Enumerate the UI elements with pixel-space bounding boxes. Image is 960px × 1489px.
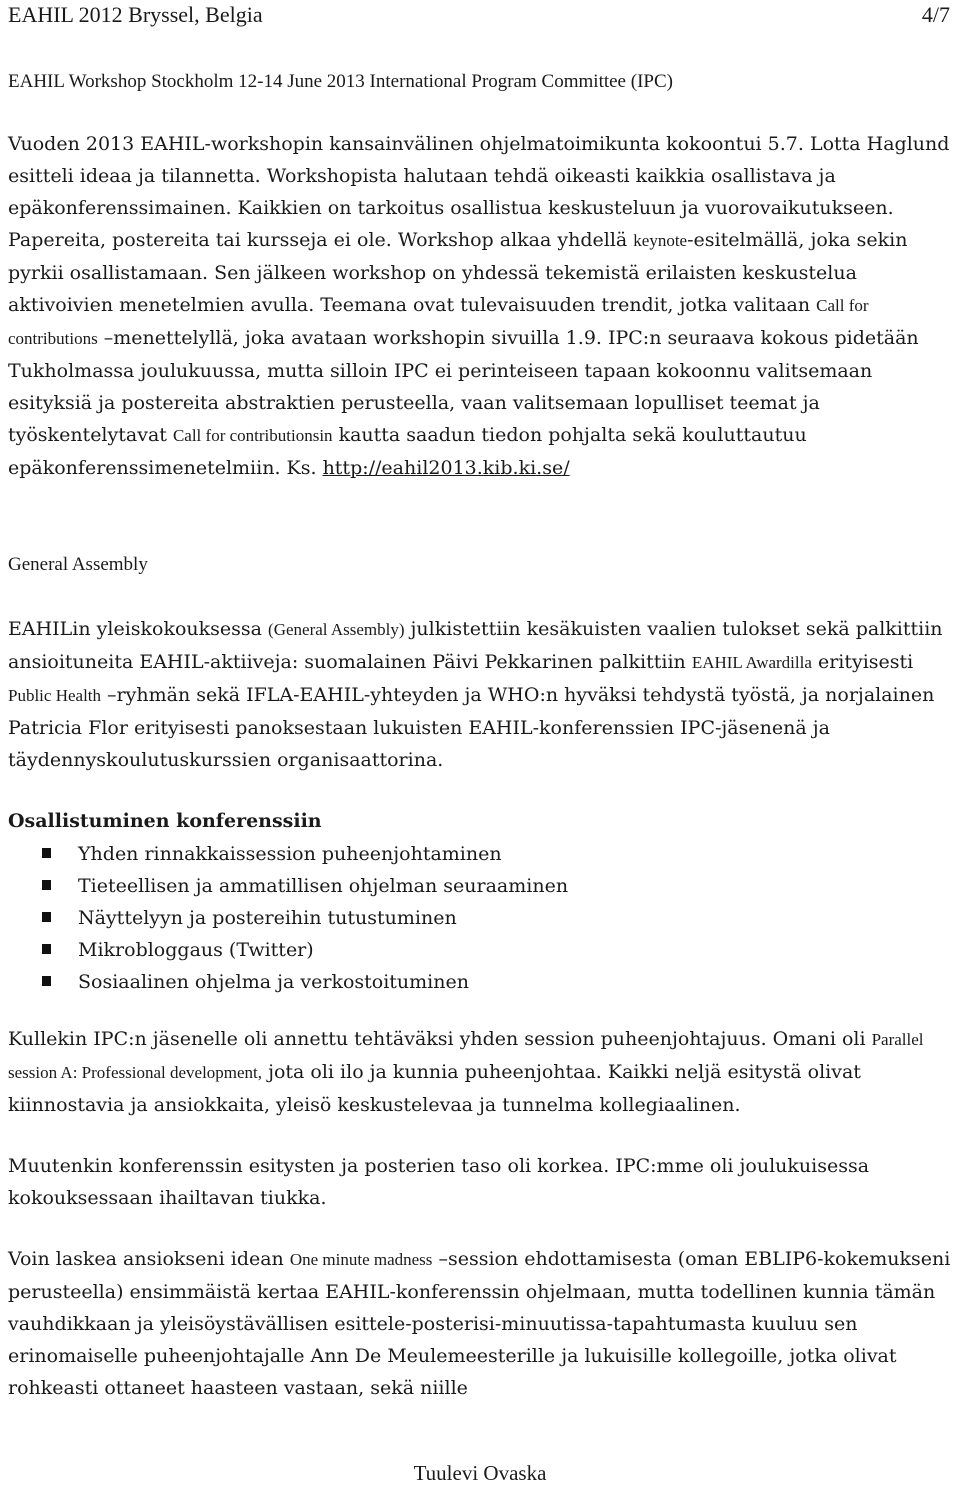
page-header [8, 0, 950, 30]
list-item [8, 966, 956, 998]
list-item-text: Yhden rinnakkaissession puheenjohtaminen [78, 843, 502, 865]
general-assembly-paragraph [8, 613, 956, 776]
participation-list [8, 838, 956, 998]
text: EAHILin yleiskokouksessa [8, 618, 269, 640]
text: –menettelyllä, joka avataan workshopin sivuilla 1.9. IPC:n seuraava kokous pidetään Tukholmassa joulukuussa, mutta silloin IPC ei perinteiseen tapaan kokoonnu valitsemaan esityksiä ja postereita abstraktien perusteella, vaan valitsemaan lopulliset teemat ja työskentelytavat [8, 327, 919, 446]
list-item-text: Näyttelyyn ja postereihin tutustuminen [78, 907, 457, 929]
bullet-square-icon [42, 848, 51, 858]
text: erityisesti [811, 651, 914, 673]
emphasis-call-for-contributions: Call for contributions [8, 296, 869, 348]
list-item [8, 838, 956, 870]
header-title: EAHIL 2012 Bryssel, Belgia [8, 2, 263, 27]
list-item-text: Tieteellisen ja ammatillisen ohjelman seuraaminen [78, 875, 569, 897]
session-paragraph [8, 1023, 956, 1121]
bullet-square-icon [42, 944, 51, 954]
section-title-ipc: EAHIL Workshop Stockholm 12-14 June 2013 International Program Committee (IPC) [8, 71, 673, 92]
emphasis-general-assembly: (General Assembly) [268, 620, 405, 639]
bullet-square-icon [42, 976, 51, 986]
list-item-text: Sosiaalinen ohjelma ja verkostoituminen [78, 971, 469, 993]
emphasis-call-for-contributionsin: Call for contributionsin [172, 426, 333, 445]
bullet-square-icon [42, 912, 51, 922]
level-paragraph: Muutenkin konferenssin esitysten ja posterien taso oli korkea. IPC:mme oli joulukuisessa kokouksessaan ihailtavan tiukka. [8, 1155, 870, 1209]
emphasis-eahil-award: EAHIL Awardilla [691, 653, 812, 672]
bullet-square-icon [42, 880, 51, 890]
text: –session ehdottamisesta (oman EBLIP6-kokemukseni perusteella) ensimmäistä kertaa EAHIL-konferenssin ohjelmaan, mutta todellinen kunnia tämän vauhdikkaan ja yleisöystävällisen esittele-posterisi-minuutissa-tapahtumasta kuuluu sen erinomaiselle puheenjohtajalle Ann De Meulemeesterille ja lukuisille kollegoille, jotka olivat rohkeasti ottaneet haasteen vastaan, sekä niille [8, 1248, 951, 1399]
emphasis-public-health: Public Health [8, 686, 102, 705]
text: Voin laskea ansiokseni idean [8, 1248, 290, 1270]
list-item [8, 902, 956, 934]
list-item [8, 934, 956, 966]
section-title-participation: Osallistuminen konferenssiin [8, 810, 322, 832]
section-title-general-assembly: General Assembly [8, 554, 148, 575]
text: -esitelmällä, joka sekin pyrkii osallistamaan. Sen jälkeen workshop on yhdessä tekemistä erilaisten keskustelua aktivoivien menetelmien avulla. Teemana ovat tulevaisuuden trendit, jotka valitaan [8, 229, 908, 316]
list-item [8, 870, 956, 902]
text: jota oli ilo ja kunnia puheenjohtaa. Kaikki neljä esitystä olivat kiinnostavia ja ansiokkaita, yleisö keskustelevaa ja tunnelma kollegiaalinen. [8, 1061, 861, 1116]
list-item-text: Mikrobloggaus (Twitter) [78, 939, 314, 961]
emphasis-one-minute-madness: One minute madness [289, 1250, 433, 1269]
text: kautta saadun tiedon pohjalta sekä kouluttautuu epäkonferenssimenetelmiin. Ks. [8, 424, 807, 479]
ipc-paragraph [8, 128, 956, 484]
emphasis-keynote: keynote [633, 231, 688, 250]
idea-paragraph [8, 1243, 956, 1404]
page-number: 4/7 [921, 2, 950, 27]
text: Vuoden 2013 EAHIL-workshopin kansainvälinen ohjelmatoimikunta kokoontui 5.7. Lotta Haglund esitteli ideaa ja tilannetta. Workshopista halutaan tehdä oikeasti kaikkia osallistava ja epäkonferenssimainen. Kaikkien on tarkoitus osallistua keskusteluun ja vuorovaikutukseen. Papereita, postereita tai kursseja ei ole. Workshop alkaa yhdellä [8, 133, 950, 251]
workshop-link[interactable]: http://eahil2013.kib.ki.se/ [322, 457, 570, 479]
text: –ryhmän sekä IFLA-EAHIL-yhteyden ja WHO:n hyväksi tehdystä työstä, ja norjalainen Patricia Flor erityisesti panoksestaan lukuisten EAHIL-konferenssien IPC-jäsenenä ja täydennyskoulutuskurssien organisaattorina. [8, 684, 935, 771]
page-footer-author: Tuulevi Ovaska [413, 1461, 547, 1485]
text: Kullekin IPC:n jäsenelle oli annettu tehtäväksi yhden session puheenjohtajuus. Omani oli [8, 1028, 872, 1050]
emphasis-parallel-session: Parallel session A: Professional development, [8, 1030, 924, 1082]
text: julkistettiin kesäkuisten vaalien tulokset sekä palkittiin ansioituneita EAHIL-aktiiveja: suomalainen Päivi Pekkarinen palkittiin [8, 618, 943, 673]
